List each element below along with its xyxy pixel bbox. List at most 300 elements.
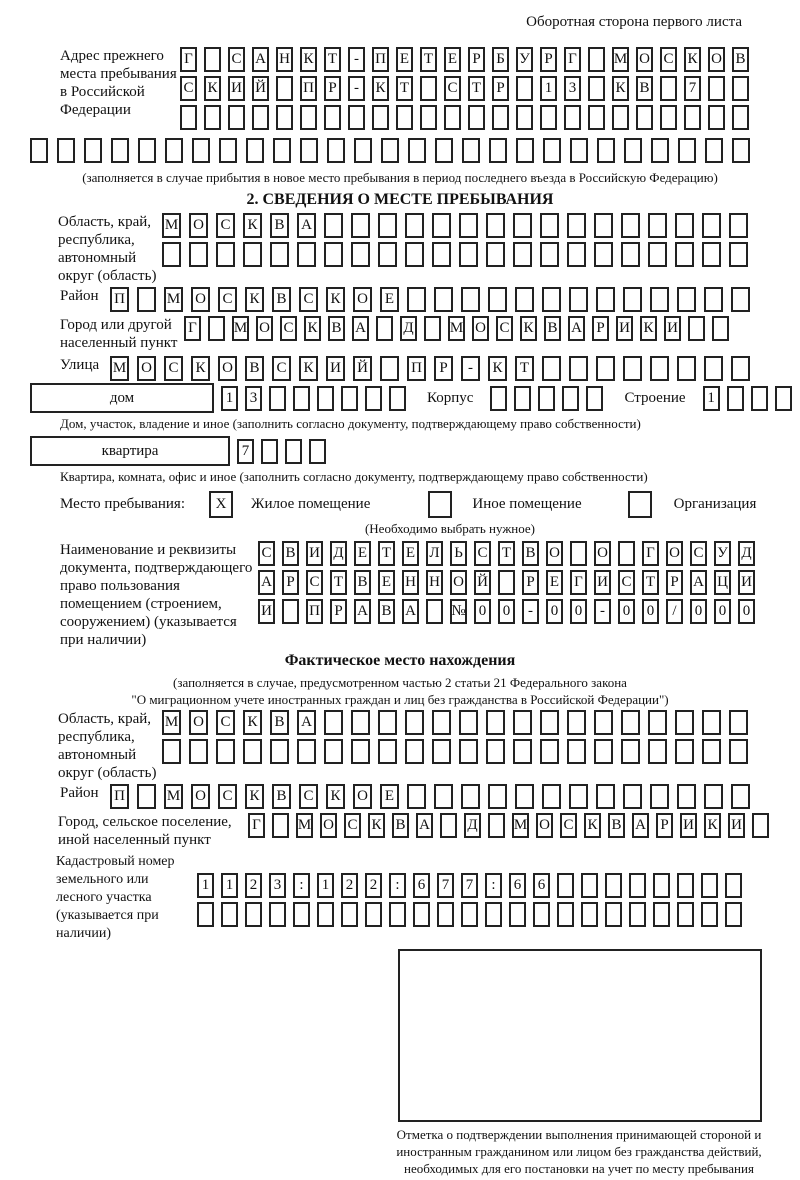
char-cell: Р — [656, 813, 673, 838]
char-cell: Д — [400, 316, 417, 341]
char-cell — [636, 105, 653, 130]
char-cell: С — [218, 784, 237, 809]
char-cell — [675, 213, 694, 238]
confirmation-stamp-note: Отметка о подтверждении выполнения принимающей стороной и иностранным гражданином или лицом без гражданства действий, необходимых для его постановки на учет по месту пребывания — [396, 1127, 762, 1176]
char-cell — [197, 902, 214, 927]
char-cell — [594, 710, 613, 735]
char-cell — [498, 570, 515, 595]
al-city-cells — [248, 813, 776, 838]
char-cell: В — [636, 76, 653, 101]
char-cell: Т — [330, 570, 347, 595]
previous-address-label: Адрес прежнего места пребывания в Российской Федерации — [60, 48, 177, 118]
char-cell — [459, 739, 478, 764]
char-cell: 7 — [237, 439, 254, 464]
s2-city-cells — [184, 316, 736, 341]
char-cell — [324, 739, 343, 764]
char-cell: Р — [468, 47, 485, 72]
char-cell — [621, 739, 640, 764]
char-cell — [365, 902, 382, 927]
char-cell: № — [450, 599, 467, 624]
char-cell: М — [512, 813, 529, 838]
char-cell: С — [218, 287, 237, 312]
char-cell — [623, 287, 642, 312]
s2-region-cells-row1 — [162, 213, 756, 238]
char-cell: - — [594, 599, 611, 624]
char-cell: И — [594, 570, 611, 595]
char-cell: Ц — [714, 570, 731, 595]
char-cell — [513, 242, 532, 267]
char-cell — [564, 105, 581, 130]
s2-district-line — [0, 287, 800, 312]
char-cell — [300, 138, 318, 163]
char-cell: Е — [380, 784, 399, 809]
s2-street-cells — [110, 356, 758, 381]
char-cell — [677, 873, 694, 898]
char-cell — [486, 242, 505, 267]
char-cell: О — [536, 813, 553, 838]
actual-location-note-line1: (заполняется в случае, предусмотренном частью 2 статьи 21 Федерального закона — [173, 675, 627, 690]
stroenie-label: Строение — [624, 389, 686, 406]
char-cell: М — [448, 316, 465, 341]
char-cell: Е — [354, 541, 371, 566]
char-cell — [596, 287, 615, 312]
char-cell: И — [228, 76, 245, 101]
char-cell — [557, 873, 574, 898]
char-cell — [381, 138, 399, 163]
char-cell: С — [164, 356, 183, 381]
house-field-box: дом — [30, 383, 214, 413]
char-cell — [542, 356, 561, 381]
char-cell — [624, 138, 642, 163]
char-cell: 7 — [437, 873, 454, 898]
house-note: Дом, участок, владение и иное (заполнить согласно документу, подтверждающему право собственности) — [60, 416, 641, 431]
char-cell — [351, 739, 370, 764]
char-cell — [405, 242, 424, 267]
char-cell — [389, 386, 406, 411]
actual-location-note-line2: "О миграционном учете иностранных граждан и лиц без гражданства в Российской Федерации") — [131, 692, 669, 707]
char-cell — [660, 76, 677, 101]
char-cell — [137, 287, 156, 312]
char-cell — [192, 138, 210, 163]
char-cell: А — [297, 710, 316, 735]
char-cell — [623, 784, 642, 809]
char-cell: К — [704, 813, 721, 838]
char-cell — [533, 902, 550, 927]
char-cell: К — [300, 47, 317, 72]
char-cell: Т — [642, 570, 659, 595]
char-cell: 0 — [474, 599, 491, 624]
char-cell: М — [232, 316, 249, 341]
char-cell — [162, 739, 181, 764]
char-cell: О — [191, 784, 210, 809]
char-cell — [712, 316, 729, 341]
char-cell: Й — [353, 356, 372, 381]
al-region-rows — [162, 710, 756, 768]
char-cell: Н — [402, 570, 419, 595]
char-cell: В — [272, 287, 291, 312]
char-cell — [420, 76, 437, 101]
char-cell — [648, 213, 667, 238]
char-cell — [543, 138, 561, 163]
char-cell — [678, 138, 696, 163]
char-cell: Ь — [450, 541, 467, 566]
char-cell: 1 — [221, 386, 238, 411]
char-cell — [459, 242, 478, 267]
char-cell — [650, 784, 669, 809]
char-cell — [30, 138, 48, 163]
char-cell — [243, 739, 262, 764]
char-cell: О — [472, 316, 489, 341]
char-cell: К — [243, 710, 262, 735]
char-cell: С — [180, 76, 197, 101]
char-cell — [293, 386, 310, 411]
char-cell — [540, 739, 559, 764]
char-cell: М — [164, 287, 183, 312]
char-cell — [440, 813, 457, 838]
char-cell: - — [461, 356, 480, 381]
char-cell — [729, 213, 748, 238]
char-cell: - — [348, 76, 365, 101]
char-cell — [348, 105, 365, 130]
char-cell: Й — [474, 570, 491, 595]
char-cell: В — [732, 47, 749, 72]
char-cell — [269, 902, 286, 927]
char-cell — [567, 242, 586, 267]
char-cell — [276, 105, 293, 130]
char-cell — [293, 902, 310, 927]
char-cell: О — [636, 47, 653, 72]
char-cell: 1 — [197, 873, 214, 898]
char-cell: 3 — [245, 386, 262, 411]
char-cell: К — [520, 316, 537, 341]
char-cell: А — [632, 813, 649, 838]
char-cell: О — [666, 541, 683, 566]
char-cell — [378, 242, 397, 267]
char-cell — [596, 356, 615, 381]
char-cell: А — [297, 213, 316, 238]
char-cell — [270, 739, 289, 764]
char-cell — [731, 356, 750, 381]
char-cell: А — [690, 570, 707, 595]
organization-label: Организация — [673, 496, 757, 512]
char-cell: А — [354, 599, 371, 624]
char-cell — [138, 138, 156, 163]
char-cell — [675, 739, 694, 764]
char-cell: 2 — [245, 873, 262, 898]
char-cell — [648, 739, 667, 764]
s2-district-label: Район — [60, 288, 99, 304]
char-cell — [424, 316, 441, 341]
char-cell: 2 — [341, 873, 358, 898]
apartment-note: Квартира, комната, офис и иное (заполнить согласно документу, подтверждающему право собственности) — [60, 469, 648, 484]
char-cell: 6 — [509, 873, 526, 898]
char-cell: В — [270, 710, 289, 735]
char-cell: Е — [396, 47, 413, 72]
char-cell: М — [296, 813, 313, 838]
char-cell: 0 — [618, 599, 635, 624]
s2-street-line — [0, 356, 800, 381]
char-cell: Д — [464, 813, 481, 838]
char-cell — [389, 902, 406, 927]
char-cell — [701, 873, 718, 898]
char-cell: С — [660, 47, 677, 72]
char-cell: Т — [324, 47, 341, 72]
char-cell: Т — [396, 76, 413, 101]
char-cell — [605, 902, 622, 927]
char-cell: О — [320, 813, 337, 838]
char-cell: К — [372, 76, 389, 101]
previous-address-block — [0, 47, 800, 134]
char-cell — [612, 105, 629, 130]
char-cell — [324, 710, 343, 735]
char-cell — [488, 813, 505, 838]
char-cell — [515, 287, 534, 312]
char-cell — [413, 902, 430, 927]
char-cell — [684, 105, 701, 130]
char-cell: - — [522, 599, 539, 624]
char-cell — [434, 287, 453, 312]
char-cell: 0 — [570, 599, 587, 624]
char-cell — [351, 213, 370, 238]
char-cell — [252, 105, 269, 130]
char-cell: С — [474, 541, 491, 566]
char-cell: Б — [492, 47, 509, 72]
char-cell: П — [300, 76, 317, 101]
char-cell: Р — [324, 76, 341, 101]
char-cell — [732, 76, 749, 101]
char-cell — [426, 599, 443, 624]
char-cell — [432, 213, 451, 238]
char-cell: М — [110, 356, 129, 381]
char-cell: Й — [252, 76, 269, 101]
char-cell — [327, 138, 345, 163]
char-cell: В — [544, 316, 561, 341]
char-cell — [162, 242, 181, 267]
char-cell: 1 — [317, 873, 334, 898]
char-cell: Г — [180, 47, 197, 72]
organization-checkbox — [628, 491, 652, 518]
char-cell — [597, 138, 615, 163]
char-cell: В — [245, 356, 264, 381]
confirmation-stamp-box — [398, 949, 762, 1122]
char-cell — [562, 386, 579, 411]
char-cell — [297, 739, 316, 764]
char-cell — [486, 213, 505, 238]
al-district-cells — [110, 784, 758, 809]
char-cell — [490, 386, 507, 411]
char-cell: С — [344, 813, 361, 838]
char-cell — [569, 287, 588, 312]
char-cell — [650, 356, 669, 381]
char-cell — [189, 242, 208, 267]
char-cell: О — [353, 287, 372, 312]
char-cell — [204, 47, 221, 72]
char-cell — [594, 739, 613, 764]
char-cell: В — [392, 813, 409, 838]
char-cell — [269, 386, 286, 411]
char-cell — [405, 710, 424, 735]
char-cell — [570, 138, 588, 163]
char-cell — [629, 902, 646, 927]
char-cell — [276, 76, 293, 101]
section2-title: 2. СВЕДЕНИЯ О МЕСТЕ ПРЕБЫВАНИЯ — [246, 191, 554, 208]
char-cell — [272, 813, 289, 838]
char-cell — [540, 213, 559, 238]
s2-city-label: Город или другой населенный пункт — [60, 317, 178, 351]
char-cell: Г — [564, 47, 581, 72]
char-cell: К — [204, 76, 221, 101]
char-cell — [270, 242, 289, 267]
char-cell: В — [272, 784, 291, 809]
char-cell — [282, 599, 299, 624]
char-cell: К — [640, 316, 657, 341]
char-cell — [317, 902, 334, 927]
char-cell — [509, 902, 526, 927]
char-cell: Н — [276, 47, 293, 72]
char-cell: Е — [546, 570, 563, 595]
char-cell: Д — [738, 541, 755, 566]
char-cell: Н — [426, 570, 443, 595]
char-cell — [708, 76, 725, 101]
char-cell: Т — [515, 356, 534, 381]
char-cell — [569, 784, 588, 809]
char-cell — [677, 356, 696, 381]
char-cell: В — [608, 813, 625, 838]
char-cell — [623, 356, 642, 381]
char-cell: Р — [666, 570, 683, 595]
char-cell — [434, 784, 453, 809]
char-cell: В — [328, 316, 345, 341]
char-cell: К — [245, 784, 264, 809]
char-cell — [516, 105, 533, 130]
char-cell: 7 — [461, 873, 478, 898]
char-cell: Т — [420, 47, 437, 72]
char-cell — [444, 105, 461, 130]
previous-address-cells-row1 — [180, 47, 756, 72]
char-cell: 1 — [703, 386, 720, 411]
char-cell — [432, 739, 451, 764]
char-cell — [621, 213, 640, 238]
char-cell — [372, 105, 389, 130]
char-cell — [586, 386, 603, 411]
char-cell: И — [680, 813, 697, 838]
ownership-document-cells-row2 — [258, 570, 762, 595]
char-cell — [538, 386, 555, 411]
char-cell — [273, 138, 291, 163]
s2-district-cells — [110, 287, 758, 312]
char-cell — [732, 105, 749, 130]
korpus-label: Корпус — [427, 389, 474, 406]
char-cell — [513, 710, 532, 735]
previous-address-cells-row2 — [180, 76, 756, 101]
char-cell: 7 — [684, 76, 701, 101]
char-cell — [245, 902, 262, 927]
char-cell: А — [252, 47, 269, 72]
char-cell — [705, 138, 723, 163]
char-cell — [208, 316, 225, 341]
char-cell: Р — [434, 356, 453, 381]
char-cell: П — [306, 599, 323, 624]
ownership-document-label: Наименование и реквизиты документа, подтверждающего право пользования помещением (строением, сооружением) (указывается при наличии) — [60, 542, 253, 648]
char-cell — [285, 439, 302, 464]
stay-type-note: (Необходимо выбрать нужное) — [364, 521, 536, 536]
char-cell: С — [496, 316, 513, 341]
ownership-document-rows — [258, 541, 762, 628]
s2-region-rows — [162, 213, 756, 271]
char-cell: К — [368, 813, 385, 838]
al-region-cells-row1 — [162, 710, 756, 735]
s2-house-line — [30, 383, 800, 413]
char-cell — [540, 710, 559, 735]
other-premises-label: Иное помещение — [472, 496, 582, 512]
char-cell — [317, 386, 334, 411]
char-cell: А — [416, 813, 433, 838]
char-cell — [137, 784, 156, 809]
char-cell — [351, 242, 370, 267]
char-cell: Р — [540, 47, 557, 72]
char-cell — [594, 213, 613, 238]
char-cell — [729, 710, 748, 735]
char-cell: / — [666, 599, 683, 624]
char-cell — [653, 873, 670, 898]
char-cell — [354, 138, 372, 163]
char-cell — [513, 739, 532, 764]
char-cell: Т — [498, 541, 515, 566]
char-cell — [516, 138, 534, 163]
char-cell: : — [293, 873, 310, 898]
char-cell — [596, 784, 615, 809]
char-cell — [677, 287, 696, 312]
char-cell: Т — [378, 541, 395, 566]
al-city-label: Город, сельское поселение, иной населенный пункт — [58, 814, 232, 848]
char-cell — [378, 213, 397, 238]
char-cell: У — [714, 541, 731, 566]
char-cell — [324, 213, 343, 238]
char-cell: М — [612, 47, 629, 72]
char-cell — [542, 784, 561, 809]
al-cadastre-block — [0, 853, 800, 943]
char-cell: 1 — [540, 76, 557, 101]
char-cell — [581, 902, 598, 927]
char-cell: Е — [380, 287, 399, 312]
char-cell — [702, 242, 721, 267]
al-cadastre-label: Кадастровый номер земельного или лесного участка (указывается при наличии) — [56, 854, 175, 941]
char-cell — [677, 784, 696, 809]
char-cell — [542, 287, 561, 312]
char-cell — [462, 138, 480, 163]
char-cell — [731, 287, 750, 312]
house-number-cells — [221, 386, 413, 411]
char-cell — [702, 710, 721, 735]
char-cell: И — [326, 356, 345, 381]
char-cell — [461, 902, 478, 927]
char-cell: В — [354, 570, 371, 595]
char-cell — [515, 784, 534, 809]
char-cell — [752, 813, 769, 838]
char-cell — [405, 213, 424, 238]
char-cell — [677, 902, 694, 927]
char-cell — [57, 138, 75, 163]
char-cell — [165, 138, 183, 163]
stay-type-line — [60, 491, 800, 518]
korpus-cells — [490, 386, 610, 411]
char-cell — [704, 356, 723, 381]
char-cell: М — [162, 710, 181, 735]
char-cell — [228, 105, 245, 130]
s2-region-block — [0, 213, 800, 285]
s2-region-label: Область, край, республика, автономный округ (область) — [58, 214, 157, 284]
char-cell: Д — [330, 541, 347, 566]
